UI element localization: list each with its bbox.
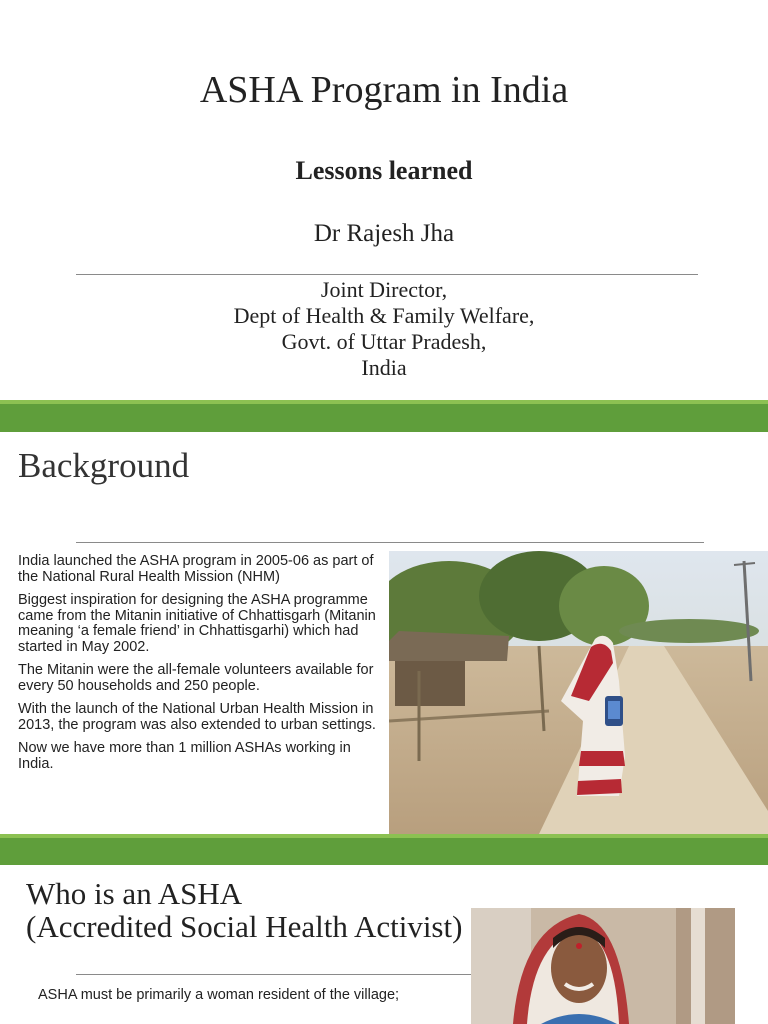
paragraph: With the launch of the National Urban Health Mission in 2013, the program was also extended to urban settings. bbox=[18, 701, 376, 733]
slide-separator-band bbox=[0, 834, 768, 865]
author-affiliation bbox=[0, 277, 768, 381]
affiliation-line: India bbox=[361, 355, 407, 380]
title-divider bbox=[76, 274, 698, 275]
slide-body-text: ASHA must be primarily a woman resident of the village; bbox=[38, 987, 400, 1003]
village-road-photo-icon bbox=[389, 551, 768, 834]
title-line: (Accredited Social Health Activist) bbox=[26, 909, 463, 944]
slide-title: Background bbox=[18, 446, 190, 485]
background-text bbox=[18, 554, 386, 780]
slide-separator-band bbox=[0, 400, 768, 432]
affiliation-line: Joint Director, bbox=[320, 277, 448, 302]
affiliation-line: Dept of Health & Family Welfare, bbox=[233, 303, 535, 328]
title-line: Who is an ASHA bbox=[26, 876, 243, 911]
slide-title bbox=[26, 877, 462, 943]
author-name: Dr Rajesh Jha bbox=[313, 220, 455, 247]
title-divider bbox=[76, 542, 704, 543]
asha-worker-portrait-icon bbox=[471, 908, 735, 1024]
presentation-subtitle: Lessons learned bbox=[295, 156, 473, 185]
title-slide bbox=[0, 0, 768, 400]
paragraph: Now we have more than 1 million ASHAs working in India. bbox=[18, 740, 351, 772]
background-slide bbox=[0, 432, 768, 834]
paragraph: Biggest inspiration for designing the ASHA programme came from the Mitanin initiative of Chhattisgarh (Mitanin meaning ‘a female friend’ in Chhattisgarhi) which had started in May 2002. bbox=[18, 592, 376, 655]
who-is-asha-slide bbox=[0, 865, 768, 1024]
paragraph: The Mitanin were the all-female volunteers available for every 50 households and 250 people. bbox=[18, 662, 374, 694]
paragraph: India launched the ASHA program in 2005-06 as part of the National Rural Health Mission (NHM) bbox=[18, 553, 374, 585]
title-divider bbox=[76, 974, 472, 975]
presentation-title: ASHA Program in India bbox=[199, 69, 569, 111]
affiliation-line: Govt. of Uttar Pradesh, bbox=[281, 329, 487, 354]
